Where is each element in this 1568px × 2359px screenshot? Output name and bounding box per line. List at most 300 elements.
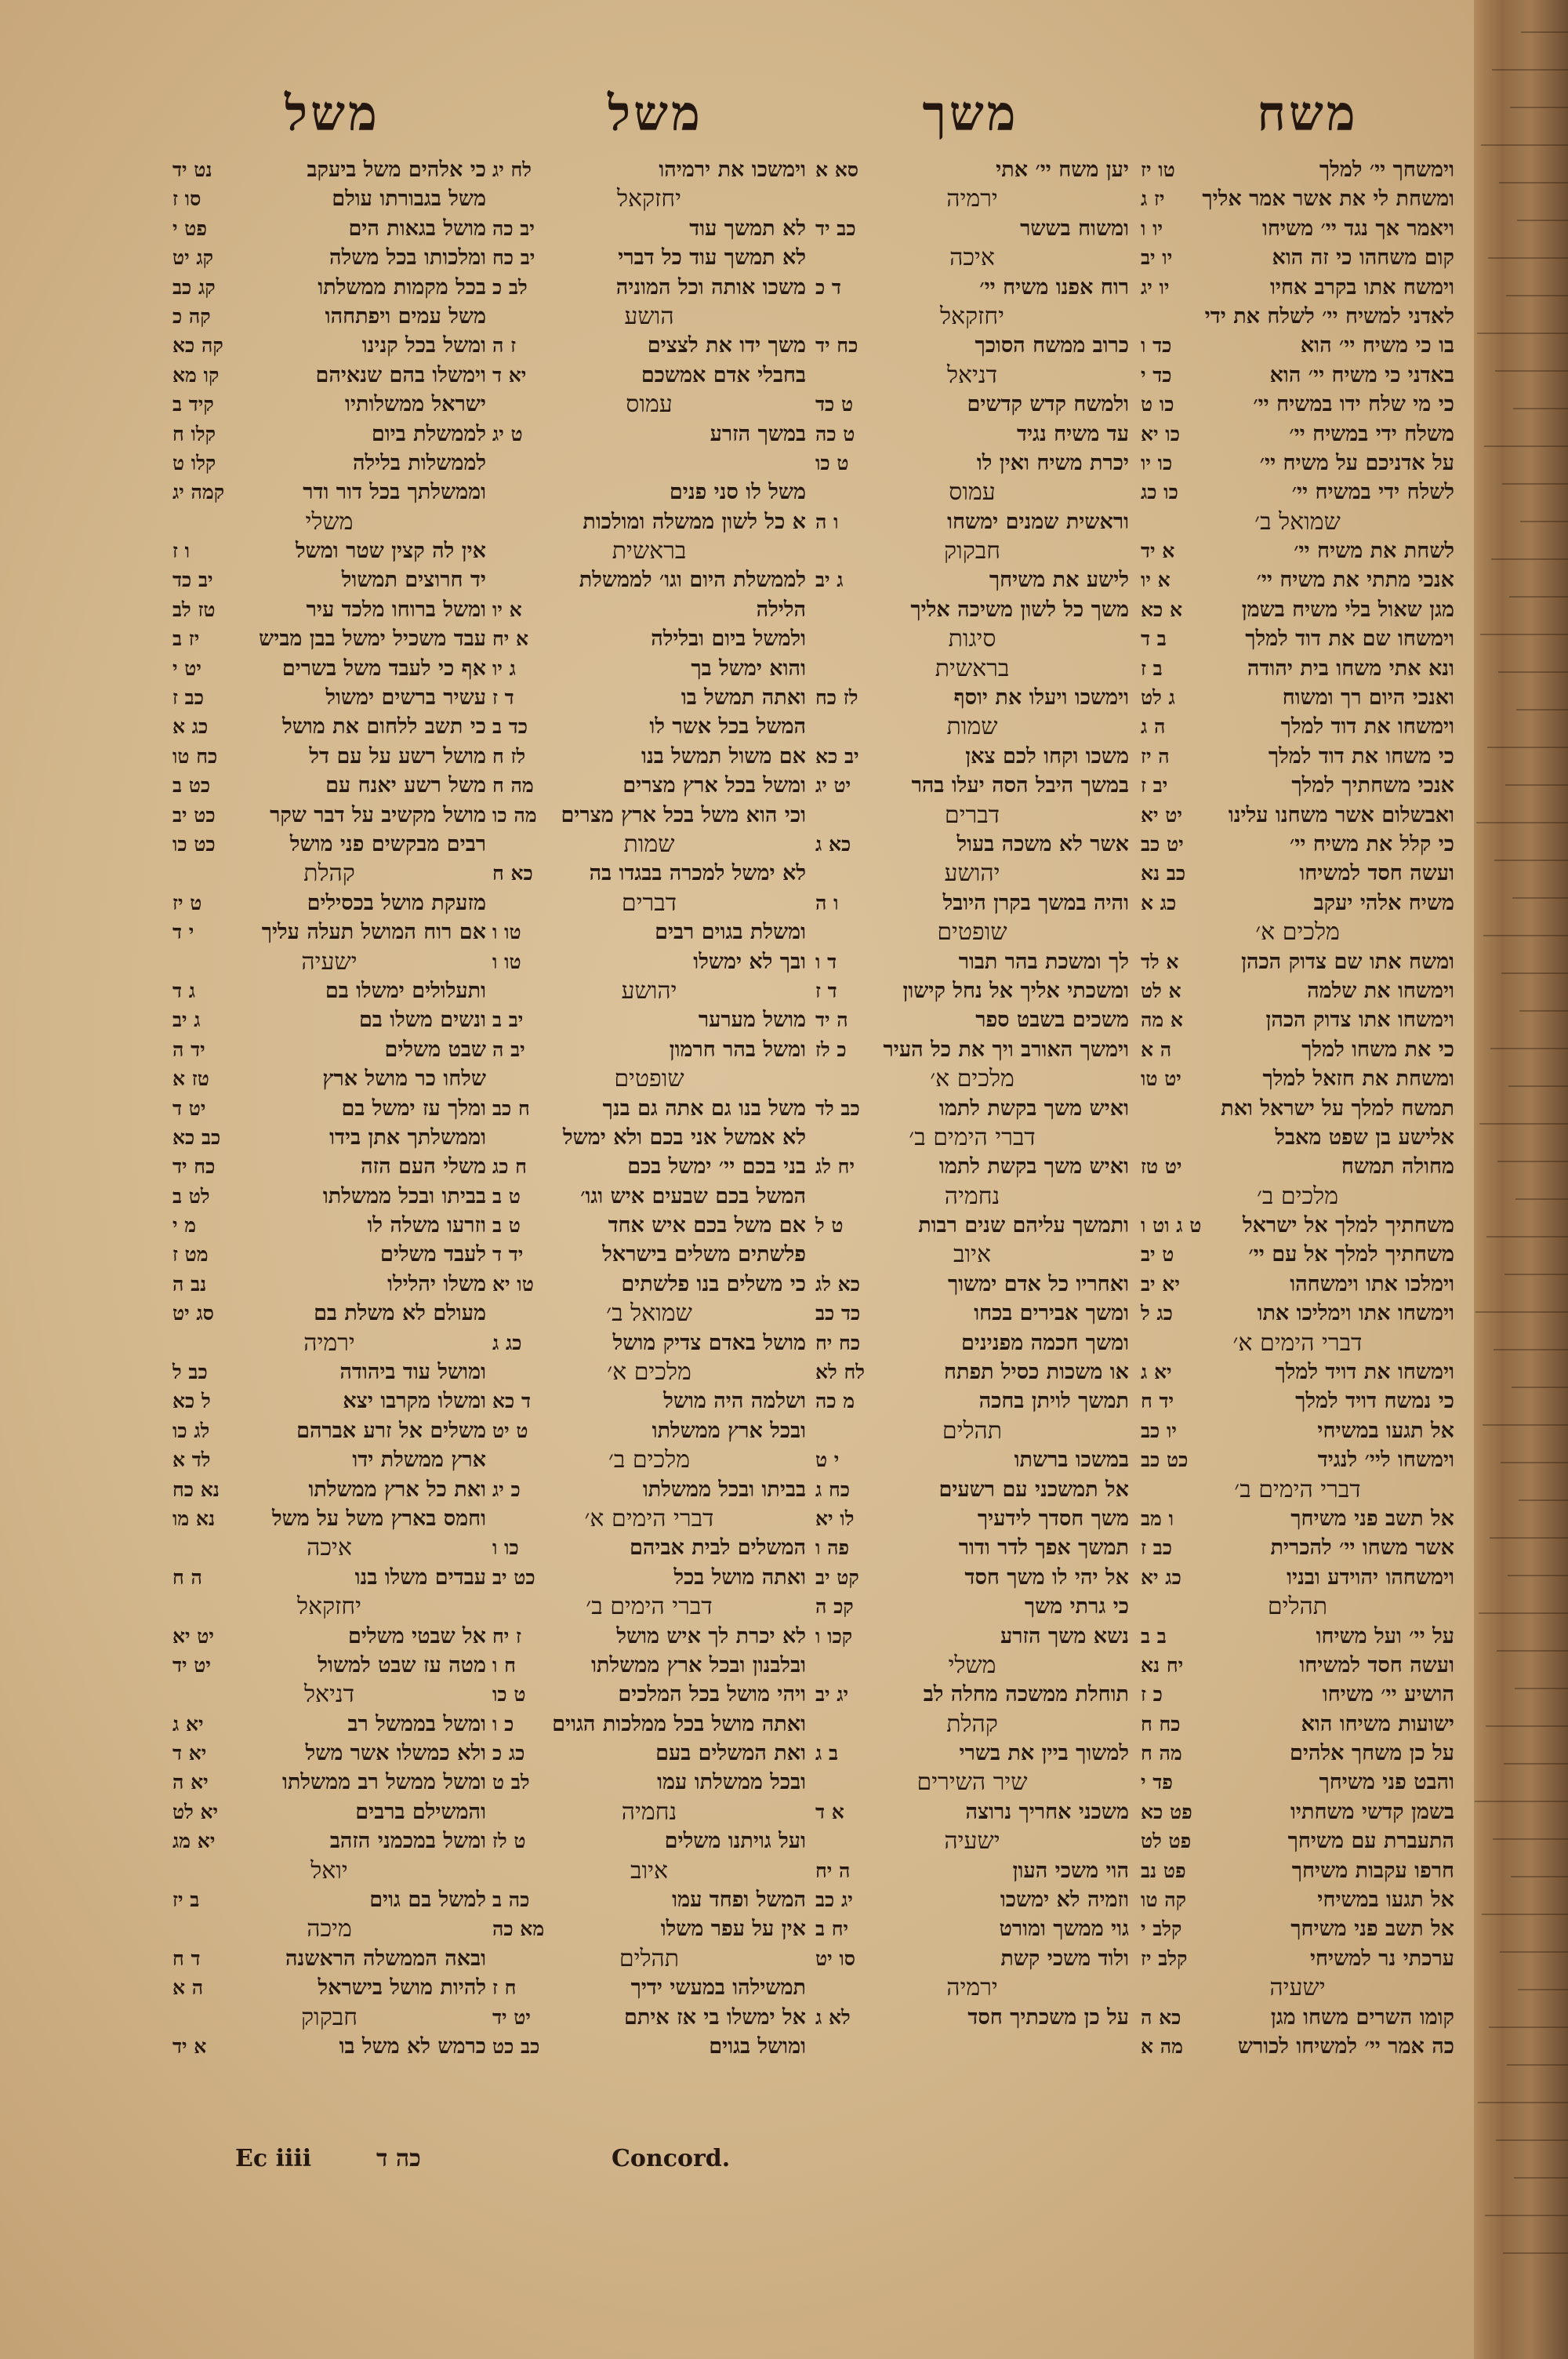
edge-text-line [1480, 634, 1568, 635]
concordance-entry [172, 801, 486, 830]
edge-text-line [1501, 972, 1568, 974]
chapter-verse-ref: קה כ [172, 304, 211, 328]
concordance-entry [172, 654, 486, 683]
concordance-entry [815, 1329, 1129, 1358]
entry-text: על אדניכם על משיח יי׳ [1259, 450, 1454, 475]
chapter-verse-ref: ב ב [1141, 1624, 1167, 1648]
edge-text-line [1496, 2139, 1568, 2141]
edge-text-line [1475, 1801, 1568, 1802]
concordance-entry [815, 1944, 1129, 1973]
entry-text: אלישע בן שפט מאבל [1275, 1125, 1454, 1150]
concordance-entry [1141, 1211, 1454, 1240]
concordance-entry [815, 1592, 1129, 1621]
entry-text: במשך היבל הסה יעלו בהר [911, 773, 1129, 798]
entry-text: אל ימשלו בי אז איתם [624, 2005, 806, 2030]
concordance-entry [492, 1475, 806, 1504]
entry-text: יכרת משיח ואין לו [976, 450, 1129, 475]
concordance-entry [172, 478, 486, 507]
chapter-verse-ref: טו ו [492, 950, 521, 973]
concordance-entry [1141, 1270, 1454, 1299]
chapter-verse-ref: כח טו [172, 744, 218, 768]
concordance-entry [1141, 1094, 1454, 1123]
concordance-entry [815, 2003, 1129, 2032]
entry-text: ומשך אבירים בכחו [974, 1301, 1129, 1326]
book-heading: שופטים [614, 1065, 684, 1093]
entry-text: משך ידו את לצצים [647, 333, 806, 358]
chapter-verse-ref: יו ו [1141, 216, 1163, 240]
concordance-entry [172, 1387, 486, 1416]
edge-text-line [1489, 2026, 1568, 2028]
concordance-entry [1141, 1064, 1454, 1093]
entry-text: מזעקת מושל בכסילים [307, 890, 486, 915]
edge-text-line [1512, 897, 1568, 899]
chapter-verse-ref: כג יא [1141, 1565, 1181, 1589]
entry-text: רוח אפנו משיח יי׳ [979, 274, 1129, 300]
concordance-entry [172, 1475, 486, 1504]
chapter-verse-ref: כד כב [815, 1302, 861, 1325]
concordance-entry [172, 742, 486, 771]
entry-text: המשל בכם שבעים איש וגו׳ [580, 1183, 806, 1209]
entry-text: משלח ידי במשיח יי׳ [1289, 421, 1454, 446]
entry-text: מושל מערער [698, 1008, 806, 1033]
concordance-entry [492, 1826, 806, 1856]
concordance-entry [1141, 1651, 1454, 1680]
chapter-verse-ref: יד ה [172, 1038, 205, 1061]
entry-text: רבים מבקשים פני מושל [289, 831, 486, 856]
chapter-verse-ref: כו כג [1141, 481, 1178, 504]
chapter-verse-ref: כב נא [1141, 862, 1186, 885]
chapter-verse-ref: כג ג [492, 1331, 522, 1354]
chapter-verse-ref: ו ה [815, 891, 839, 914]
concordance-entry [492, 1240, 806, 1269]
column-header-mashach: משח [1257, 85, 1359, 142]
edge-text-line [1509, 596, 1568, 598]
concordance-entry [172, 976, 486, 1005]
chapter-verse-ref: פט נב [1141, 1859, 1186, 1882]
chapter-verse-ref: לב ט [492, 1771, 530, 1794]
book-heading: מלכים ב׳ [608, 1446, 690, 1474]
chapter-verse-ref: לח לא [815, 1361, 865, 1384]
concordance-entry [1141, 361, 1454, 390]
concordance-entry [1141, 331, 1454, 360]
book-heading: שופטים [937, 918, 1007, 947]
concordance-entry [1141, 390, 1454, 419]
concordance-entry [815, 273, 1129, 302]
concordance-entry [492, 1005, 806, 1034]
concordance-entry [1141, 420, 1454, 449]
concordance-entry [1141, 595, 1454, 624]
chapter-verse-ref: יג יב [815, 1683, 849, 1707]
chapter-verse-ref: קכו ו [815, 1624, 853, 1648]
concordance-entry [815, 1563, 1129, 1592]
entry-text: אם רוח המושל תעלה עליך [261, 920, 486, 945]
entry-text: לשלח ידי במשיח יי׳ [1291, 480, 1454, 505]
entry-text: משך כל לשון משיכה אליך [910, 597, 1129, 622]
entry-text: אנכי משחתיך למלך [1291, 773, 1454, 798]
entry-text: וימשחו את דויד למלך [1275, 1360, 1454, 1385]
chapter-verse-ref: מה ח [1141, 1742, 1182, 1765]
chapter-verse-ref: ה א [1141, 1038, 1172, 1061]
entry-text: לאדני למשיח יי׳ לשלח את ידי [1204, 304, 1454, 329]
chapter-verse-ref: כ ו [492, 1712, 514, 1736]
edge-text-line [1515, 1198, 1568, 1200]
concordance-column-4 [172, 155, 486, 2061]
concordance-entry [815, 449, 1129, 478]
chapter-verse-ref: ו מב [1141, 1507, 1174, 1530]
chapter-verse-ref: יב כח [492, 246, 535, 270]
entry-text: לממשלת ביום [371, 421, 486, 446]
concordance-entry [172, 889, 486, 918]
chapter-verse-ref: ד כא [492, 1390, 531, 1413]
concordance-entry [172, 536, 486, 565]
chapter-verse-ref: ו ז [172, 540, 191, 563]
chapter-verse-ref: כג ל [1141, 1302, 1173, 1325]
chapter-verse-ref: ה יד [815, 1009, 848, 1032]
entry-text: משל לו סני פנים [669, 480, 806, 505]
chapter-verse-ref: קט יב [815, 1565, 859, 1589]
concordance-entry [1141, 1856, 1454, 1885]
concordance-entry [172, 2032, 486, 2061]
entry-text: ואבשלום אשר משחנו עלינו [1228, 802, 1454, 827]
entry-text: הוי משכי העון [1012, 1858, 1129, 1883]
entry-text: ואתה תמשל בו [681, 685, 806, 711]
chapter-verse-ref: קיד ב [172, 393, 214, 416]
chapter-verse-ref: יא לט [172, 1800, 219, 1823]
chapter-verse-ref: קה כא [172, 334, 223, 358]
concordance-entry [172, 1739, 486, 1768]
entry-text: ולמשח קדש קדשים [967, 392, 1129, 417]
adjacent-page-edges [1474, 0, 1568, 2359]
concordance-entry [815, 1622, 1129, 1651]
entry-text: משך חסדך לידעיך [977, 1506, 1129, 1531]
concordance-entry [815, 1387, 1129, 1416]
book-heading: איוב [953, 1241, 992, 1269]
entry-text: וימשחו את שלמה [1307, 978, 1454, 1003]
chapter-verse-ref: לב כ [492, 275, 528, 299]
concordance-entry [815, 331, 1129, 360]
chapter-verse-ref: ה א [172, 1976, 204, 2000]
book-heading: נחמיה [944, 1182, 1000, 1210]
entry-text: פלשתים משלים בישראל [602, 1242, 806, 1267]
chapter-verse-ref: מ י [172, 1214, 197, 1238]
concordance-entry [492, 683, 806, 712]
entry-text: מושל רשע על עם דל [309, 743, 486, 769]
book-heading: ישעיה [944, 1827, 1000, 1856]
chapter-verse-ref: סג יט [172, 1302, 214, 1325]
chapter-verse-ref: י ד [172, 921, 194, 944]
chapter-verse-ref: כו יו [1141, 451, 1173, 474]
edge-text-line [1479, 1123, 1568, 1125]
entry-text: משכו אותה וכל המוניה [615, 274, 806, 300]
chapter-verse-ref: יא ג [172, 1712, 204, 1736]
entry-text: גוי ממשך ומורט [999, 1917, 1129, 1942]
concordance-entry [815, 1094, 1129, 1123]
edge-text-line [1493, 1838, 1568, 1840]
concordance-entry [492, 1094, 806, 1123]
entry-text: כי תשב ללחום את מושל [282, 714, 486, 740]
entry-text: על יי׳ ועל משיחו [1316, 1623, 1454, 1648]
concordance-entry [492, 947, 806, 976]
entry-text: אל יהי לו משך חסד [964, 1565, 1129, 1590]
entry-text: ונשים משלו בם [358, 1008, 486, 1033]
concordance-entry [815, 390, 1129, 419]
entry-text: תוחלת ממשכה מחלה לב [923, 1682, 1129, 1707]
chapter-verse-ref: יב כד [172, 569, 213, 592]
chapter-verse-ref: יא יב [1141, 1272, 1180, 1296]
concordance-entry [172, 361, 486, 390]
entry-text: המשלים לבית אביהם [629, 1536, 806, 1561]
concordance-entry [815, 1885, 1129, 1914]
entry-text: בני בכם יי׳ ימשל בכם [627, 1154, 806, 1180]
chapter-verse-ref: נט יד [172, 158, 212, 181]
chapter-verse-ref: יב כא [815, 744, 859, 768]
entry-text: ומשחת את חזאל למלך [1262, 1067, 1454, 1092]
concordance-entry [492, 1914, 806, 1943]
entry-text: קום משחהו כי זה הוא [1272, 245, 1454, 271]
chapter-verse-ref: יב ז [1141, 774, 1168, 798]
chapter-verse-ref: יט יא [1141, 803, 1182, 827]
concordance-entry [172, 1240, 486, 1269]
concordance-entry [815, 1211, 1129, 1240]
concordance-entry [1141, 976, 1454, 1005]
concordance-entry [1141, 155, 1454, 184]
entry-text: וימשח אתו בקרב אחיו [1269, 274, 1454, 300]
entry-text: ובלבנון ובכל ארץ ממשלתו [591, 1652, 806, 1677]
entry-text: משכים בשבט ספר [975, 1008, 1129, 1033]
concordance-entry [1141, 2032, 1454, 2061]
concordance-entry [492, 771, 806, 800]
book-heading: איוב [630, 1856, 669, 1885]
edge-text-line [1508, 1085, 1568, 1087]
chapter-verse-ref: א יו [492, 598, 522, 621]
book-heading: הושע [624, 302, 674, 330]
edge-text-line [1490, 1537, 1568, 1539]
concordance-entry [172, 214, 486, 243]
entry-text: ולא כמשלו אשר משל [305, 1741, 486, 1766]
concordance-entry [1141, 273, 1454, 302]
book-heading: קהלת [946, 1710, 998, 1738]
entry-text: ומשל בהר חרמון [669, 1037, 806, 1062]
entry-text: ותעלולים ימשלו בם [325, 978, 486, 1003]
concordance-entry [815, 1504, 1129, 1533]
chapter-verse-ref: ה ג [1141, 715, 1166, 739]
edge-text-line [1484, 445, 1568, 447]
chapter-verse-ref: לז כח [815, 686, 858, 710]
book-heading: ירמיה [303, 1329, 355, 1357]
concordance-entry [1141, 1445, 1454, 1474]
entry-text: כי גרתי משך [1024, 1594, 1129, 1619]
entry-text: ותמשך עליהם שנים רבות [918, 1213, 1129, 1238]
concordance-entry [172, 1768, 486, 1797]
entry-text: כי אלהים משל ביעקב [307, 158, 486, 182]
chapter-verse-ref: יט יא [172, 1624, 214, 1648]
book-heading: שמות [623, 830, 675, 858]
concordance-entry [172, 1944, 486, 1973]
concordance-entry [1141, 1387, 1454, 1416]
entry-text: מושל בגאות הים [348, 216, 486, 241]
chapter-verse-ref: יט יד [492, 2005, 531, 2029]
book-heading: ישעיה [301, 947, 358, 976]
chapter-verse-ref: ג לט [1141, 686, 1175, 710]
edge-text-line [1488, 257, 1568, 259]
concordance-entry [172, 1973, 486, 2002]
entry-text: כי את משחו למלך [1301, 1037, 1454, 1062]
entry-text: ומשוח בששר [1020, 216, 1129, 241]
chapter-verse-ref: קג יט [172, 246, 213, 270]
book-heading: עמוס [949, 478, 996, 507]
entry-text: ועשה חסד למשיחו [1299, 1652, 1454, 1677]
entry-text: עבדים משלו בנו [354, 1565, 486, 1590]
concordance-entry [1141, 1123, 1454, 1152]
chapter-verse-ref: יא ה [172, 1771, 209, 1794]
book-heading: דניאל [946, 361, 998, 389]
entry-text: ושלמה היה מושל [663, 1389, 806, 1414]
concordance-entry [1141, 1826, 1454, 1856]
entry-text: הלילה [756, 597, 806, 622]
entry-text: ומשל בכל קנינו [361, 333, 486, 358]
concordance-entry [492, 1387, 806, 1416]
entry-text: קומו השרים משחו מגן [1270, 2005, 1454, 2030]
concordance-entry [815, 976, 1129, 1005]
concordance-entry [815, 1358, 1129, 1387]
concordance-entry [1141, 859, 1454, 888]
entry-text: ואחריו כל אדם ימשוך [947, 1271, 1129, 1296]
concordance-entry [815, 420, 1129, 449]
chapter-verse-ref: לג כו [172, 1419, 210, 1442]
concordance-entry [1141, 1299, 1454, 1328]
chapter-verse-ref: ה ח [172, 1565, 202, 1589]
chapter-verse-ref: ה יח [815, 1859, 851, 1882]
edge-text-line [1514, 2177, 1568, 2179]
entry-text: וימשכו את ירמיהו [659, 158, 806, 182]
chapter-verse-ref: כט יב [172, 803, 216, 827]
chapter-verse-ref: ט כו [492, 1683, 526, 1707]
concordance-entry [1141, 1035, 1454, 1064]
concordance-entry [815, 1475, 1129, 1504]
entry-text: לא יכרת לך איש מושל [616, 1623, 806, 1648]
edge-text-line [1515, 1688, 1568, 1689]
chapter-verse-ref: קלב י [1141, 1917, 1182, 1941]
entry-text: המשל בכל אשר לו [649, 714, 806, 740]
edge-text-line [1521, 31, 1568, 33]
edge-text-line [1520, 521, 1568, 522]
concordance-entry [172, 302, 486, 331]
chapter-verse-ref: יב ב [492, 1009, 524, 1032]
chapter-verse-ref: ט ג וט ו [1141, 1214, 1202, 1238]
entry-text: וימשך האורב ויך את כל העיר [883, 1037, 1129, 1062]
concordance-entry [492, 801, 806, 830]
book-heading: מלכים א׳ [930, 1065, 1014, 1093]
concordance-entry [1141, 1739, 1454, 1768]
concordance-entry [172, 449, 486, 478]
column-header-mashach-2: משך [922, 85, 1019, 142]
chapter-verse-ref: ט כו [815, 451, 849, 474]
entry-text: משל בנו גם אתה גם בנך [602, 1096, 806, 1121]
entry-text: אל שבטי משלים [348, 1623, 486, 1648]
chapter-verse-ref: ב יז [172, 1888, 200, 1912]
book-heading [492, 449, 806, 478]
entry-text: אשר משחו יי׳ להכרית [1270, 1536, 1454, 1561]
concordance-entry [815, 1270, 1129, 1299]
concordance-entry [815, 1739, 1129, 1768]
chapter-verse-ref: כט יב [492, 1565, 535, 1589]
entry-text: כי משלים בנו פלשתים [621, 1271, 806, 1296]
concordance-entry [1141, 801, 1454, 830]
concordance-entry [815, 889, 1129, 918]
chapter-verse-ref: ח כב [492, 1096, 530, 1120]
book-heading: חבקוק [944, 537, 1000, 565]
concordance-entry [1141, 947, 1454, 976]
entry-text: ומשל ברוחו מלכד עיר [306, 597, 486, 622]
entry-text: אל תגעו במשיחי [1317, 1418, 1454, 1443]
concordance-entry [815, 155, 1129, 184]
concordance-entry [492, 155, 806, 184]
chapter-verse-ref: כו יא [1141, 422, 1180, 445]
concordance-column-1 [1141, 155, 1454, 2061]
concordance-entry [815, 830, 1129, 859]
book-heading: יהושע [621, 976, 677, 1005]
concordance-entry [1141, 1885, 1454, 1914]
concordance-entry [172, 1710, 486, 1739]
concordance-entry [815, 1797, 1129, 1826]
chapter-verse-ref: א יד [1141, 540, 1175, 563]
chapter-verse-ref: א יח [492, 627, 529, 651]
entry-text: וימשלו בהם שנאיהם [315, 362, 486, 387]
entry-text: תמשך אפך לדר ודור [958, 1536, 1129, 1561]
entry-text: ומשחת לי את אשר אמר אליך [1202, 187, 1454, 212]
book-heading: ירמיה [946, 185, 998, 213]
entry-text: משחתיך למלך אל עם יי׳ [1248, 1242, 1454, 1267]
entry-text: בביתו ובכל ממשלתו [322, 1183, 486, 1209]
concordance-entry [172, 1358, 486, 1387]
chapter-verse-ref: לח יג [492, 158, 532, 181]
book-heading: משלי [305, 507, 354, 536]
entry-text: ואת כל ארץ ממשלתו [308, 1477, 486, 1502]
chapter-verse-ref: א לט [1141, 979, 1181, 1002]
concordance-entry [1141, 214, 1454, 243]
column-header-mashal-2: משל [285, 85, 380, 142]
entry-text: במשכו ברשתו [1014, 1448, 1129, 1473]
chapter-verse-ref: ח ז [492, 1976, 517, 2000]
entry-text: ועשה חסד למשיחו [1299, 861, 1454, 886]
concordance-entry [1141, 889, 1454, 918]
chapter-verse-ref: כא ה [1141, 2005, 1181, 2029]
concordance-entry [492, 1739, 806, 1768]
chapter-verse-ref: יו כב [1141, 1419, 1177, 1442]
entry-text: וימשחו ליי׳ לנגיד [1317, 1448, 1454, 1473]
concordance-entry [172, 830, 486, 859]
concordance-entry [1141, 1622, 1454, 1651]
chapter-verse-ref: כב יד [815, 216, 856, 240]
entry-text: וחמס בארץ משל על משל [272, 1506, 486, 1531]
book-heading: חבקוק [301, 2003, 358, 2031]
entry-text: משכו וקחו לכם צאן [965, 743, 1129, 769]
book-heading: תהלים [942, 1416, 1003, 1445]
concordance-entry [172, 1152, 486, 1181]
entry-text: ואיש משך בקשת לתמו [938, 1096, 1129, 1121]
chapter-verse-ref: כח יד [815, 334, 858, 358]
concordance-entry [172, 155, 486, 184]
chapter-verse-ref: ט כה [815, 422, 855, 445]
book-heading: שמואל ב׳ [606, 1299, 692, 1328]
chapter-verse-ref: יח ב [815, 1917, 849, 1941]
concordance-entry [172, 1504, 486, 1533]
concordance-entry [815, 1680, 1129, 1709]
entry-text: מגן שאול בלי משיח בשמן [1241, 597, 1454, 622]
entry-text: ומשל במכמני הזהב [329, 1829, 486, 1854]
concordance-entry [492, 624, 806, 653]
entry-text: כי משחו את דוד למלך [1268, 743, 1454, 769]
